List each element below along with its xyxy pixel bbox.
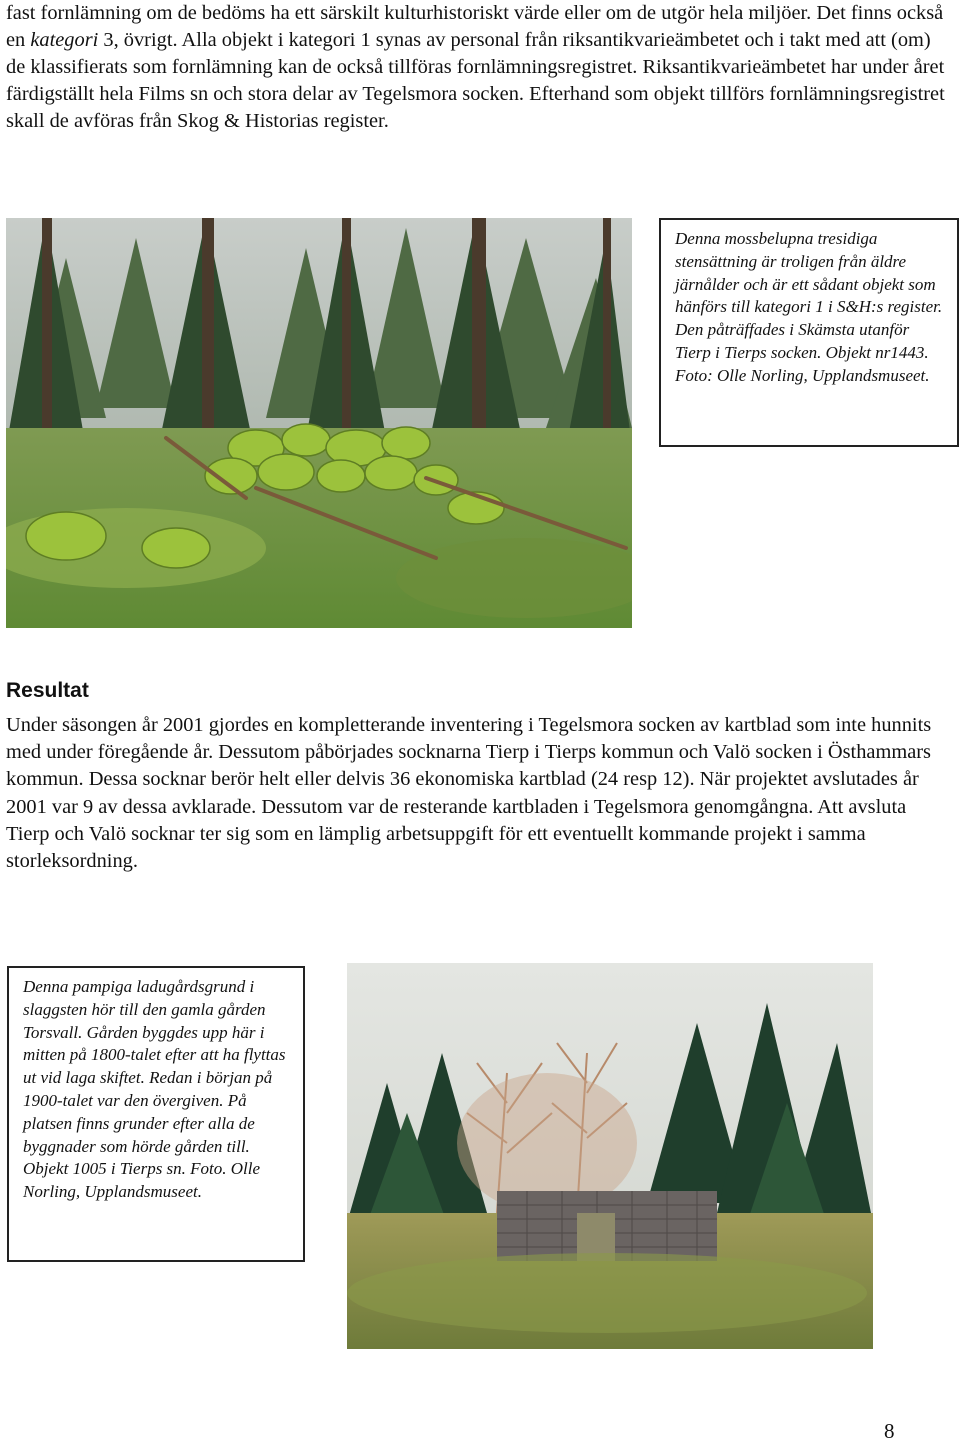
resultat-paragraph: Under säsongen år 2001 gjordes en kompletterande inventering i Tegelsmora socken av kartblad som inte hunnits med under föregående år. Dessutom påbörjades socknarna Tierp i Tierps kommun och Valö socken i Östhammars kommun. Dessa socknar berör helt eller delvis 36 ekonomiska kartblad (24 resp 12). När projektet avslutades år 2001 var 9 av dessa avklarade. Dessutom var de resterande kartbladen i Tegelsmora genomgångna. Att avsluta Tierp och Valö socknar ter sig som en lämplig arbetsuppgift för ett eventuellt kommande projekt i samma storleksordning. xyxy=(6,714,932,873)
barn-foundation-photo xyxy=(347,963,873,1349)
intro-text-2: 3, övrigt. Alla objekt i kategori 1 synas av personal från riksantikvarieämbetet och i takt med att (om) de klassifierats som fornlämning kan de också tillföras fornlämningsregistret. Riksantikvarieämbetet har under året färdigställt hela Films sn och stora delar av Tegelsmora socken. Efterhand som objekt tillförs fornlämningsregistret skall de avföras från Skog & Historias register. xyxy=(6,29,945,132)
forest-stone-setting-photo xyxy=(6,218,632,628)
intro-paragraph xyxy=(6,0,951,135)
stone-setting-caption: Denna mossbelupna tresidiga stensättning är troligen från äldre järnålder och är ett sådant objekt som hänförs till kategori 1 i S&H:s register. Den påträffades i Skämsta utanför Tierp i Tierps socken. Objekt nr1443. Foto: Olle Norling, Upplandsmuseet. xyxy=(659,218,959,447)
resultat-heading: Resultat xyxy=(6,679,89,702)
barn-foundation-caption: Denna pampiga ladugårdsgrund i slaggsten hör till den gamla gården Torsvall. Gården byggdes upp här i mitten på 1800-talet efter att ha flyttas ut vid laga skiftet. Redan i början på 1900-talet var den övergiven. På platsen finns grunder efter alla de byggnader som hörde gården till. Objekt 1005 i Tierps sn. Foto. Olle Norling, Upplandsmuseet. xyxy=(7,966,305,1262)
intro-text-1: fast fornlämning om de bedöms ha ett särskilt kulturhistoriskt värde eller om de utgör hela miljöer. Det finns också en xyxy=(6,2,944,51)
page-number: 8 xyxy=(884,1419,895,1443)
intro-italic-word: kategori xyxy=(30,29,99,51)
